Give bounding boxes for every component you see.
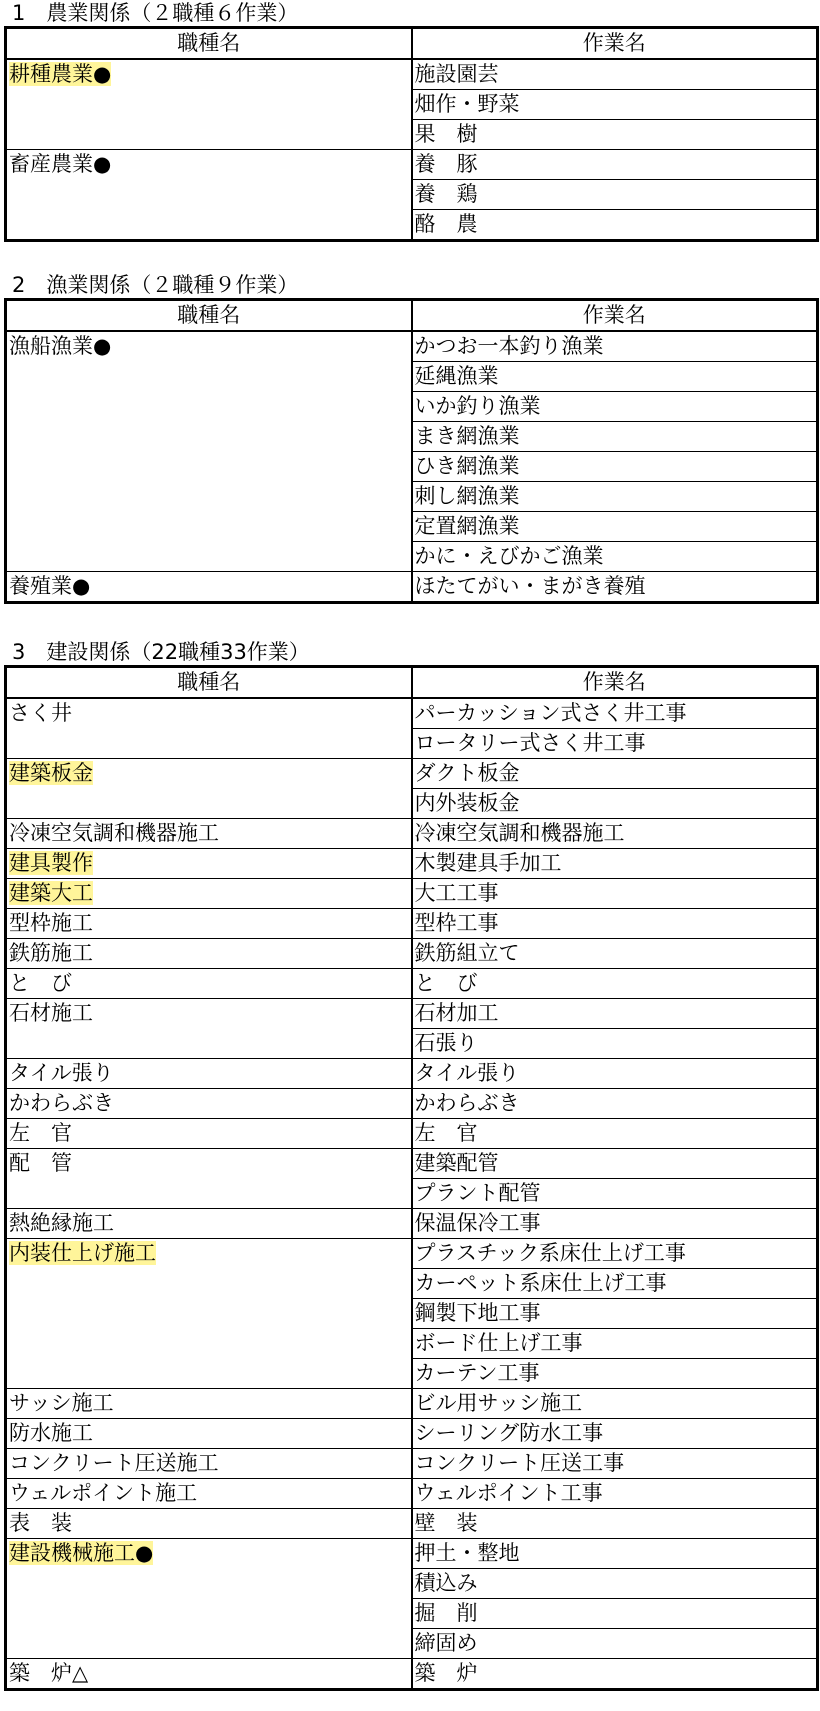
job-cell: [6, 1119, 412, 1149]
table-row: [6, 819, 818, 849]
job-name: 表 装: [9, 1511, 72, 1535]
job-cell: [6, 939, 412, 969]
task-cell: と び: [412, 969, 818, 999]
task-cell: ビル用サッシ施工: [412, 1389, 818, 1419]
job-name: 漁船漁業●: [9, 334, 112, 358]
job-name: 建設機械施工●: [9, 1541, 154, 1565]
job-name: コンクリート圧送施工: [9, 1451, 219, 1475]
job-cell: [6, 849, 412, 879]
task-cell: かに・えびかご漁業: [412, 542, 818, 572]
job-name: 型枠施工: [9, 911, 93, 935]
task-cell: 養 鶏: [412, 180, 818, 210]
task-cell: 延縄漁業: [412, 362, 818, 392]
table-row: [6, 1209, 818, 1239]
job-cell: [6, 59, 412, 150]
job-cell: [6, 1209, 412, 1239]
task-cell: プラスチック系床仕上げ工事: [412, 1239, 818, 1269]
task-cell: かつお一本釣り漁業: [412, 331, 818, 362]
table-row: [6, 1659, 818, 1690]
job-name: 熱絶縁施工: [9, 1211, 114, 1235]
task-cell: 鋼製下地工事: [412, 1299, 818, 1329]
job-name: 畜産農業●: [9, 152, 112, 176]
job-cell: [6, 150, 412, 241]
job-cell: [6, 1659, 412, 1690]
table-row: [6, 1479, 818, 1509]
job-cell: [6, 1539, 412, 1659]
table-row: [6, 999, 818, 1029]
task-cell: 木製建具手加工: [412, 849, 818, 879]
job-name: 配 管: [9, 1151, 72, 1175]
job-cell: [6, 331, 412, 572]
table-row: [6, 1389, 818, 1419]
header-job: 職種名: [6, 300, 412, 332]
table-row: [6, 1509, 818, 1539]
table-row: [6, 698, 818, 729]
section-title: 3 建設関係（22職種33作業）: [12, 640, 310, 664]
job-name: サッシ施工: [9, 1391, 114, 1415]
job-name: 防水施工: [9, 1421, 93, 1445]
task-cell: 掘 削: [412, 1599, 818, 1629]
table-row: [6, 1149, 818, 1179]
job-name: かわらぶき: [9, 1091, 114, 1115]
job-cell: [6, 1149, 412, 1209]
job-cell: [6, 759, 412, 819]
job-cell: [6, 572, 412, 603]
job-cell: [6, 1419, 412, 1449]
job-name: 内装仕上げ施工: [9, 1241, 156, 1265]
task-cell: プラント配管: [412, 1179, 818, 1209]
task-cell: ほたてがい・まがき養殖: [412, 572, 818, 603]
job-cell: [6, 1449, 412, 1479]
table-row: [6, 1119, 818, 1149]
task-cell: いか釣り漁業: [412, 392, 818, 422]
table-row: [6, 969, 818, 999]
job-name: 建築大工: [9, 881, 93, 905]
table-row: [6, 1089, 818, 1119]
header-task: 作業名: [412, 300, 818, 332]
table-row: [6, 331, 818, 362]
task-cell: ボード仕上げ工事: [412, 1329, 818, 1359]
table-row: [6, 59, 818, 90]
table-row: [6, 939, 818, 969]
task-cell: 保温保冷工事: [412, 1209, 818, 1239]
job-cell: [6, 879, 412, 909]
task-cell: コンクリート圧送工事: [412, 1449, 818, 1479]
header-task: 作業名: [412, 667, 818, 699]
task-cell: ひき網漁業: [412, 452, 818, 482]
job-name: ウェルポイント施工: [9, 1481, 198, 1505]
job-cell: [6, 1479, 412, 1509]
task-cell: 大工工事: [412, 879, 818, 909]
section-title: 1 農業関係（２職種６作業）: [12, 1, 299, 25]
task-cell: カーテン工事: [412, 1359, 818, 1389]
task-cell: 冷凍空気調和機器施工: [412, 819, 818, 849]
job-table: [4, 298, 819, 604]
job-name: 耕種農業●: [9, 62, 112, 86]
job-cell: [6, 1089, 412, 1119]
job-name: 築 炉△: [9, 1661, 89, 1685]
task-cell: 養 豚: [412, 150, 818, 180]
table-row: [6, 1419, 818, 1449]
section-fishery: [4, 272, 816, 604]
task-cell: 畑作・野菜: [412, 90, 818, 120]
task-cell: 内外装板金: [412, 789, 818, 819]
task-cell: 建築配管: [412, 1149, 818, 1179]
job-name: 石材施工: [9, 1001, 93, 1025]
job-cell: [6, 698, 412, 759]
job-cell: [6, 969, 412, 999]
table-row: [6, 759, 818, 789]
task-cell: 刺し網漁業: [412, 482, 818, 512]
table-row: [6, 150, 818, 180]
header-task: 作業名: [412, 28, 818, 60]
job-name: 養殖業●: [9, 574, 91, 598]
job-name: 鉄筋施工: [9, 941, 93, 965]
task-cell: 型枠工事: [412, 909, 818, 939]
table-row: [6, 879, 818, 909]
task-cell: 石張り: [412, 1029, 818, 1059]
job-cell: [6, 1389, 412, 1419]
task-cell: 壁 装: [412, 1509, 818, 1539]
job-table: [4, 665, 819, 1691]
job-cell: [6, 1509, 412, 1539]
task-cell: 左 官: [412, 1119, 818, 1149]
table-row: [6, 1449, 818, 1479]
header-job: 職種名: [6, 28, 412, 60]
job-name: タイル張り: [9, 1061, 114, 1085]
table-row: [6, 1539, 818, 1569]
job-cell: [6, 909, 412, 939]
task-cell: パーカッション式さく井工事: [412, 698, 818, 729]
task-cell: 築 炉: [412, 1659, 818, 1690]
job-cell: [6, 999, 412, 1059]
task-cell: かわらぶき: [412, 1089, 818, 1119]
job-cell: [6, 1239, 412, 1389]
task-cell: シーリング防水工事: [412, 1419, 818, 1449]
task-cell: タイル張り: [412, 1059, 818, 1089]
section-construction: [4, 639, 816, 1691]
task-cell: 果 樹: [412, 120, 818, 150]
job-table: [4, 26, 819, 242]
task-cell: 鉄筋組立て: [412, 939, 818, 969]
task-cell: まき網漁業: [412, 422, 818, 452]
task-cell: ダクト板金: [412, 759, 818, 789]
job-name: 左 官: [9, 1121, 72, 1145]
section-agriculture: [4, 0, 816, 242]
job-cell: [6, 819, 412, 849]
table-row: [6, 572, 818, 603]
task-cell: 石材加工: [412, 999, 818, 1029]
task-cell: 施設園芸: [412, 59, 818, 90]
job-name: さく井: [9, 701, 72, 725]
section-title: 2 漁業関係（２職種９作業）: [12, 273, 299, 297]
job-name: 建具製作: [9, 851, 93, 875]
job-name: 冷凍空気調和機器施工: [9, 821, 219, 845]
task-cell: 締固め: [412, 1629, 818, 1659]
task-cell: ロータリー式さく井工事: [412, 729, 818, 759]
job-cell: [6, 1059, 412, 1089]
task-cell: ウェルポイント工事: [412, 1479, 818, 1509]
task-cell: カーペット系床仕上げ工事: [412, 1269, 818, 1299]
table-row: [6, 849, 818, 879]
table-row: [6, 1239, 818, 1269]
table-row: [6, 1059, 818, 1089]
job-name: 建築板金: [9, 761, 93, 785]
task-cell: 押土・整地: [412, 1539, 818, 1569]
task-cell: 定置網漁業: [412, 512, 818, 542]
task-cell: 酪 農: [412, 210, 818, 241]
table-row: [6, 909, 818, 939]
task-cell: 積込み: [412, 1569, 818, 1599]
header-job: 職種名: [6, 667, 412, 699]
job-name: と び: [9, 971, 72, 995]
